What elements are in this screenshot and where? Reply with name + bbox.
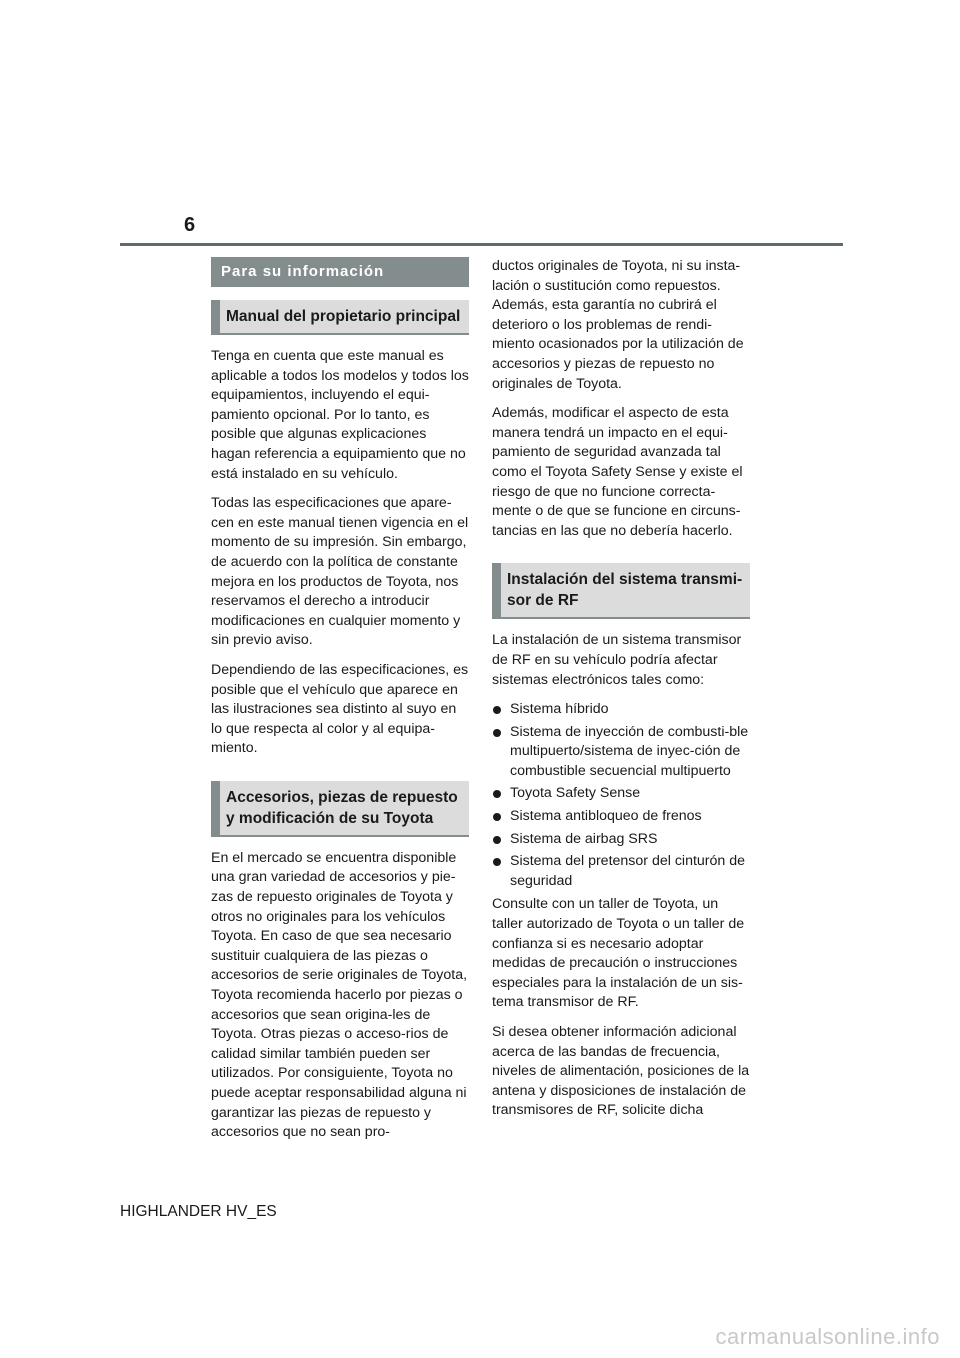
list-item-text: Sistema antibloqueo de frenos (510, 808, 702, 825)
list-item-text: Toyota Safety Sense (510, 785, 641, 802)
heading-rf-transmitter: Instalación del sistema transmi-sor de RF (492, 563, 750, 619)
paragraph: Si desea obtener información adicional acerca de las bandas de frecuencia, niveles de alimentación, posiciones de la antena y disposiciones de instalación de transmisores de RF, solicite dicha (492, 1024, 750, 1119)
bullet-icon (493, 729, 501, 737)
list-item-text: Sistema híbrido (510, 701, 609, 718)
bullet-icon (493, 706, 501, 714)
heading-accessories: Accesorios, piezas de repuesto y modificación de su Toyota (211, 781, 469, 837)
bullet-icon (493, 858, 501, 866)
page-number: 6 (184, 214, 196, 236)
paragraph: En el mercado se encuentra disponible una gran variedad de accesorios y pie-zas de repuesto originales de Toyota y otros no originales para los vehículos Toyota. En caso de que sea necesario sustituir cualquiera de las piezas o accesorios de serie originales de Toyota, Toyota recomienda hacerlo por piezas o accesorios que sean origina-les de Toyota. Otras piezas o acceso-rios de calidad similar también pueden ser utilizados. Por consiguiente, Toyota no puede aceptar responsabilidad alguna ni garantizar las piezas de repuesto y accesorios que no sean pro- (211, 849, 468, 1141)
left-column (211, 257, 469, 1153)
bullet-icon (493, 836, 501, 844)
list-item (492, 723, 750, 782)
paragraph: Además, modificar el aspecto de esta manera tendrá un impacto en el equi-pamiento de seguridad avanzada tal como el Toyota Safety Sense y existe el riesgo de que no funcione correcta-mente o de que se funcione en circuns-tancias en las que no debería hacerlo. (492, 405, 743, 539)
list-item (492, 700, 750, 720)
list-item (492, 784, 750, 804)
paragraph: La instalación de un sistema transmisor de RF en su vehículo podría afectar sistemas electrónicos tales como: (492, 632, 742, 688)
paragraph: ductos originales de Toyota, ni su insta-lación o sustitución como repuestos. Además, esta garantía no cubrirá el deterioro o los problemas de rendi-miento ocasionados por la utilización de accesorios y piezas de repuesto no originales de Toyota. (492, 258, 744, 392)
list-item (492, 830, 750, 850)
header-rule (120, 243, 843, 246)
bullet-list (492, 700, 750, 891)
paragraph: Consulte con un taller de Toyota, un taller autorizado de Toyota o un taller de confianza si es necesario adoptar medidas de precaución o instrucciones especiales para la instalación de un sis-tema transmisor de RF. (492, 896, 745, 1011)
list-item (492, 807, 750, 827)
paragraph: Dependiendo de las especificaciones, es posible que el vehículo que aparece en las ilustraciones sea distinto al suyo en lo que respecta al color y al equipa-miento. (211, 661, 469, 757)
bullet-icon (493, 813, 501, 821)
right-column (492, 257, 750, 1131)
paragraph: Tenga en cuenta que este manual es aplicable a todos los modelos y todos los equipamientos, incluyendo el equi-pamiento opcional. Por lo tanto, es posible que algunas explicaciones hagan referencia a equipamiento que no está instalado en su vehículo. (211, 348, 469, 482)
heading-owners-manual: Manual del propietario principal (211, 300, 469, 335)
paragraph: Todas las especificaciones que apare-cen en este manual tienen vigencia en el momento de su impresión. Sin embargo, de acuerdo con la política de constante mejora en los productos de Toyota, nos reservamos el derecho a introducir modificaciones en cualquier momento y sin previo aviso. (211, 495, 469, 649)
bullet-icon (493, 790, 501, 798)
footer-model: HIGHLANDER HV_ES (120, 1203, 277, 1220)
section-title: Para su información (211, 257, 469, 287)
list-item-text: Sistema de airbag SRS (510, 830, 658, 847)
watermark: carmanualsonline.info (715, 1324, 940, 1349)
list-item-text: Sistema de inyección de combusti-ble multipuerto/sistema de inyec-ción de combustible secuencial multipuerto (510, 723, 749, 779)
list-item (492, 852, 750, 891)
list-item-text: Sistema del pretensor del cinturón de seguridad (510, 853, 746, 889)
